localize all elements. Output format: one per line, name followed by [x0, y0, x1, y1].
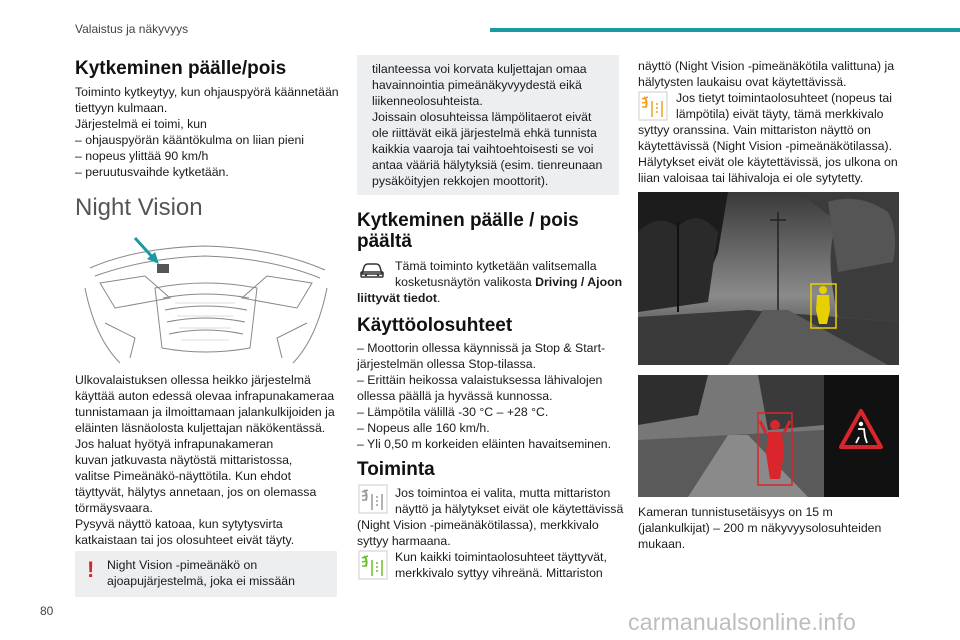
watermark: carmanualsonline.info — [628, 609, 856, 635]
thermal-camera-image-alert — [638, 375, 899, 497]
text-line: täyttyvät, hälytys annetaan, jos on olemassa — [75, 485, 317, 499]
text-line: tiettyyn kulmaan. — [75, 101, 168, 115]
text-line: ole riittävät eikä järjestelmä ehkä tunnista — [372, 126, 597, 140]
text-line: merkkivalo syttyy vihreänä. Mittariston — [395, 566, 603, 580]
text-line: hälytysten laukaisu ovat käytettävissä. — [638, 75, 847, 89]
text-line: liikenneolosuhteista. — [372, 94, 483, 108]
warning-box — [75, 551, 337, 597]
text-line: – Moottorin ollessa käynnissä ja Stop & Start- — [357, 341, 606, 355]
text-line: pysäköityjen rekkojen moottorit). — [372, 174, 549, 188]
text-line: näyttö ja hälytykset eivät ole käytettävissä — [395, 502, 624, 516]
text-line: – Yli 0,50 m korkeiden eläinten havaitseminen. — [357, 437, 612, 451]
caption — [638, 504, 908, 552]
column-1 — [75, 58, 340, 180]
text-line: lämpötila) eivät täyty, tämä merkkivalo — [676, 107, 884, 121]
text-span: kosketusnäytön valikosta — [395, 275, 536, 289]
text-line: eläinten läsnäolosta kuljettajan näkökentässä. — [75, 421, 326, 435]
night-vision-body — [75, 372, 340, 548]
text-line: Kun kaikki toimintaolosuhteet täyttyvät, — [395, 550, 607, 564]
text-line: Kameran tunnistusetäisyys on 15 m — [638, 505, 833, 519]
text-line: Night Vision -pimeänäkö on — [107, 558, 258, 572]
text-line: Jos toimintoa ei valita, mutta mittariston — [395, 486, 611, 500]
text-line: valitse Pimeänäkö-näyttötila. Kun ehdot — [75, 469, 292, 483]
text-line: syttyy oranssina. Vain mittariston näyttö on — [638, 123, 871, 137]
text-line: Ulkovalaistuksen ollessa heikko järjestelmä — [75, 373, 311, 387]
text-line: Pysyvä näyttö katoaa, kun sytytysvirta — [75, 517, 283, 531]
text-line: mukaan. — [638, 537, 686, 551]
operation-text-1b — [357, 517, 622, 549]
text-line: syttyy harmaana. — [357, 534, 451, 548]
heading-line: Kytkeminen päälle / pois — [357, 210, 579, 231]
switch2-text-end — [357, 290, 617, 306]
heading-night-vision: Night Vision — [75, 194, 203, 221]
text-line: katkaistaan tai jos olosuhteet eivät täyty. — [75, 533, 295, 547]
text-line: antaa vääriä hälytyksiä (esim. tienreunaan — [372, 158, 603, 172]
car-front-illustration — [75, 228, 337, 366]
text-line: kaikkia vaaroja tai vaihtoehtoisesti se voi — [372, 142, 594, 156]
header-accent-bar — [490, 28, 960, 32]
text-line: – ohjauspyörän kääntökulma on liian pieni — [75, 133, 305, 147]
car-icon — [358, 258, 386, 282]
orange-text — [676, 90, 906, 122]
page-number: 80 — [40, 604, 54, 618]
text-line: näyttö (Night Vision -pimeänäkötila valittuna) ja — [638, 59, 895, 73]
menu-path: Driving / Ajoon — [535, 275, 623, 289]
text-line: Joissain olosuhteissa lämpölitaerot eivät — [372, 110, 592, 124]
orange-text-cont — [638, 122, 908, 186]
heading-conditions: Käyttöolosuhteet — [357, 315, 513, 336]
text-line: – nopeus ylittää 90 km/h — [75, 149, 209, 163]
text-line: Toiminto kytkeytyy, kun ohjauspyörä käännetään — [75, 85, 339, 99]
col3-top-text — [638, 58, 908, 90]
text-line: – peruutusvaihde kytketään. — [75, 165, 229, 179]
text-line: liian valoisaa tai lähivaloja ei ole sytytetty. — [638, 171, 864, 185]
night-vision-orange-indicator-icon — [638, 91, 668, 121]
text-line: törmäysvaara. — [75, 501, 153, 515]
text-line: tilanteessa voi korvata kuljettajan omaa — [372, 62, 587, 76]
text-line: ajoapujärjestelmä, joka ei missään — [107, 574, 295, 588]
text-line: – Lämpötila välillä -30 °C – +28 °C. — [357, 405, 549, 419]
text-line: Jos tietyt toimintaolosuhteet (nopeus tai — [676, 91, 893, 105]
text-line: – Erittäin heikossa valaistuksessa lähivalojen — [357, 373, 603, 387]
text-line: Tämä toiminto kytketään valitsemalla — [395, 259, 597, 273]
night-vision-green-indicator-icon — [358, 550, 388, 580]
text-line: havainnointia pimeänäkyvyydestä eikä — [372, 78, 582, 92]
heading-switch: Kytkeminen päälle/pois — [75, 58, 287, 79]
text-line — [357, 290, 617, 306]
text-line: järjestelmän ollessa Stop-tilassa. — [357, 357, 537, 371]
note-box — [357, 55, 619, 195]
heading-line: päältä — [357, 231, 412, 252]
text-line: (jalankulkijat) – 200 m näkyvyysolosuhteiden — [638, 521, 882, 535]
text-line: ollessa päällä ja hyvässä kunnossa. — [357, 389, 553, 403]
heading-switch-2 — [357, 210, 579, 252]
menu-path: liittyvät tiedot — [357, 291, 437, 305]
text-line: Järjestelmä ei toimi, kun — [75, 117, 207, 131]
text-line: (Night Vision -pimeänäkötilassa), merkkivalo — [357, 518, 599, 532]
text-line: Jos haluat hyötyä infrapunakameran — [75, 437, 274, 451]
conditions-list — [357, 340, 622, 452]
operation-text-1 — [395, 485, 625, 517]
section-header: Valaistus ja näkyvyys — [75, 22, 189, 36]
heading-operation: Toiminta — [357, 459, 435, 480]
text-span: . — [436, 291, 441, 305]
text-line: tunnistamaan ja ilmoittamaan jalankulkijoiden ja — [75, 405, 335, 419]
thermal-camera-image-pedestrian — [638, 192, 899, 365]
switch-text — [75, 84, 340, 180]
exclamation-icon: ! — [87, 557, 95, 582]
text-line: – Nopeus alle 160 km/h. — [357, 421, 490, 435]
text-line: Hälytykset eivät ole käytettävissä, jos ulkona on — [638, 155, 898, 169]
text-line — [395, 274, 625, 290]
text-line: kuvan jatkuvasta näytöstä mittaristossa, — [75, 453, 293, 467]
text-line: käyttää auton edessä olevaa infrapunakameraa — [75, 389, 335, 403]
switch2-text — [395, 258, 625, 290]
text-line: käytettävissä (Night Vision -pimeänäkötilassa). — [638, 139, 893, 153]
night-vision-grey-indicator-icon — [358, 484, 388, 514]
operation-text-2 — [395, 549, 625, 581]
